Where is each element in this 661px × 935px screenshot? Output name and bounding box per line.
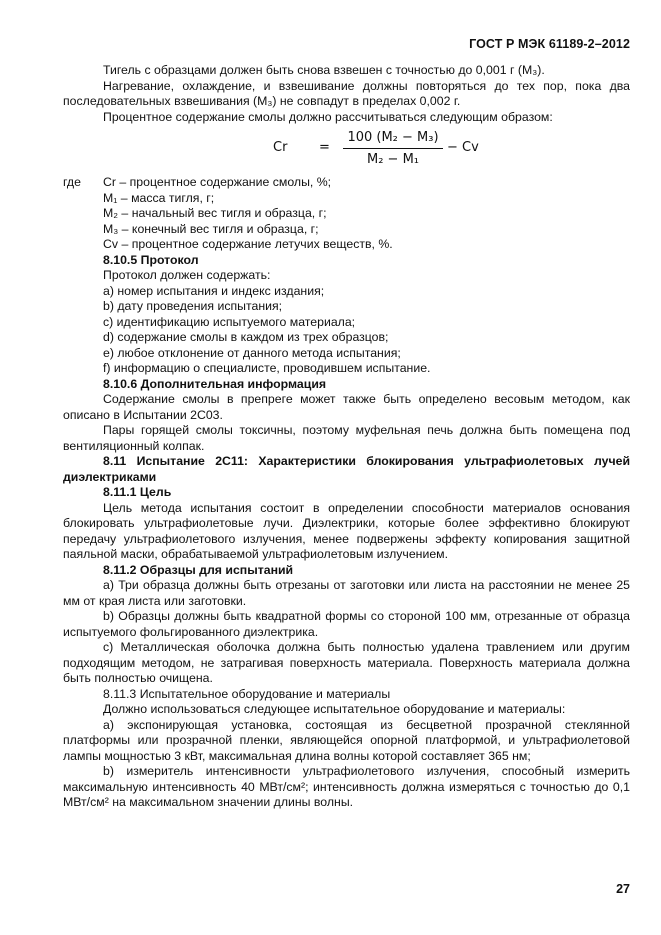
section-heading: 8.11.2 Образцы для испытаний xyxy=(103,562,294,577)
page-content xyxy=(63,63,630,811)
paragraph: Нагревание, охлаждение, и взвешивание должны повторяться до тех пор, пока два последовательных взвешивания (M₃) не совпадут в пределах 0,002 г. xyxy=(63,78,630,108)
paragraph: Содержание смолы в препреге может также быть определено весовым методом, как описано в Испытании 2С03. xyxy=(63,392,630,422)
list-item: c) Металлическая оболочка должна быть полностью удалена травлением или другим подходящим методом, не затрагивая поверхность материала. Поверхность материала должна быть полностью очищена. xyxy=(63,640,630,685)
formula-lhs: Cr xyxy=(273,140,288,155)
formula-fraction xyxy=(343,128,443,169)
list-item: a) Три образца должны быть отрезаны от заготовки или листа на расстоянии не менее 25 мм от края листа или заготовки. xyxy=(63,578,630,608)
formula-tail: − Cv xyxy=(447,140,479,155)
formula-numerator: 100 (M₂ − M₃) xyxy=(347,130,439,145)
list-item: b) Образцы должны быть квадратной формы со стороной 100 мм, отрезанные от образца испытуемого фольгированного диэлектрика. xyxy=(63,609,630,639)
list-item: a) номер испытания и индекс издания; xyxy=(103,283,325,298)
definition-item: M₂ – начальный вес тигля и образца, г; xyxy=(103,206,327,220)
definition-item: Cr – процентное содержание смолы, %; xyxy=(103,175,332,189)
list-item: b) измеритель интенсивности ультрафиолетового излучения, способный измерить максимальную интенсивность 40 МВт/см²; интенсивность должна измеряться с точностью до 0,1 МВт/см² на максимальном значении длины волны. xyxy=(63,764,630,809)
definition-item: M₃ – конечный вес тигля и образца, г; xyxy=(103,221,319,236)
paragraph: Протокол должен содержать: xyxy=(103,268,271,282)
paragraph: Процентное содержание смолы должно рассчитываться следующим образом: xyxy=(103,109,553,124)
list-item: e) любое отклонение от данного метода испытания; xyxy=(103,345,401,360)
standard-header: ГОСТ Р МЭК 61189-2–2012 xyxy=(469,37,630,51)
page-number: 27 xyxy=(616,882,630,896)
section-heading: 8.10.5 Протокол xyxy=(103,252,199,267)
section-heading: 8.11 Испытание 2С11: Характеристики блокирования ультрафиолетовых лучей диэлектриками xyxy=(63,454,630,484)
paragraph: Должно использоваться следующее испытательное оборудование и материалы: xyxy=(103,702,566,716)
paragraph: Цель метода испытания состоит в определении способности материалов основания блокировать ультрафиолетовые лучи. Диэлектрики, которые более эффективно блокируют передачу ультрафиолетового излучения, менее подвержены эффекту копирования защитной паяльной маски, обрабатываемой ультрафиолетовым излучением. xyxy=(63,500,630,561)
formula-equals: = xyxy=(319,140,330,155)
section-heading: 8.11.3 Испытательное оборудование и материалы xyxy=(103,686,391,701)
fraction-bar xyxy=(343,148,443,149)
list-item: b) дату проведения испытания; xyxy=(103,299,283,313)
resin-content-formula xyxy=(63,128,630,172)
list-item: c) идентификацию испытуемого материала; xyxy=(103,314,356,329)
list-item: f) информацию о специалисте, проводившем испытание. xyxy=(103,361,431,375)
definition-item: M₁ – масса тигля, г; xyxy=(103,190,215,205)
section-heading: 8.11.1 Цель xyxy=(103,485,172,499)
paragraph: Тигель с образцами должен быть снова взвешен с точностью до 0,001 г (M₃). xyxy=(103,63,545,77)
definition-item: Cv – процентное содержание летучих веществ, %. xyxy=(103,237,393,251)
paragraph: Пары горящей смолы токсичны, поэтому муфельная печь должна быть помещена под вентиляционный колпак. xyxy=(63,423,630,453)
where-word: где xyxy=(63,175,81,189)
list-item: d) содержание смолы в каждом из трех образцов; xyxy=(103,330,389,344)
section-heading: 8.10.6 Дополнительная информация xyxy=(103,376,327,391)
formula-denominator: M₂ − M₁ xyxy=(366,152,419,167)
list-item: a) экспонирующая установка, состоящая из бесцветной прозрачной стеклянной платформы или прозрачной пленки, являющейся опорной платформой, и ультрафиолетовой лампы мощностью 3 кВт, максимальная длина волны которой составляет 365 нм; xyxy=(63,717,630,763)
variable-definitions xyxy=(63,175,630,253)
